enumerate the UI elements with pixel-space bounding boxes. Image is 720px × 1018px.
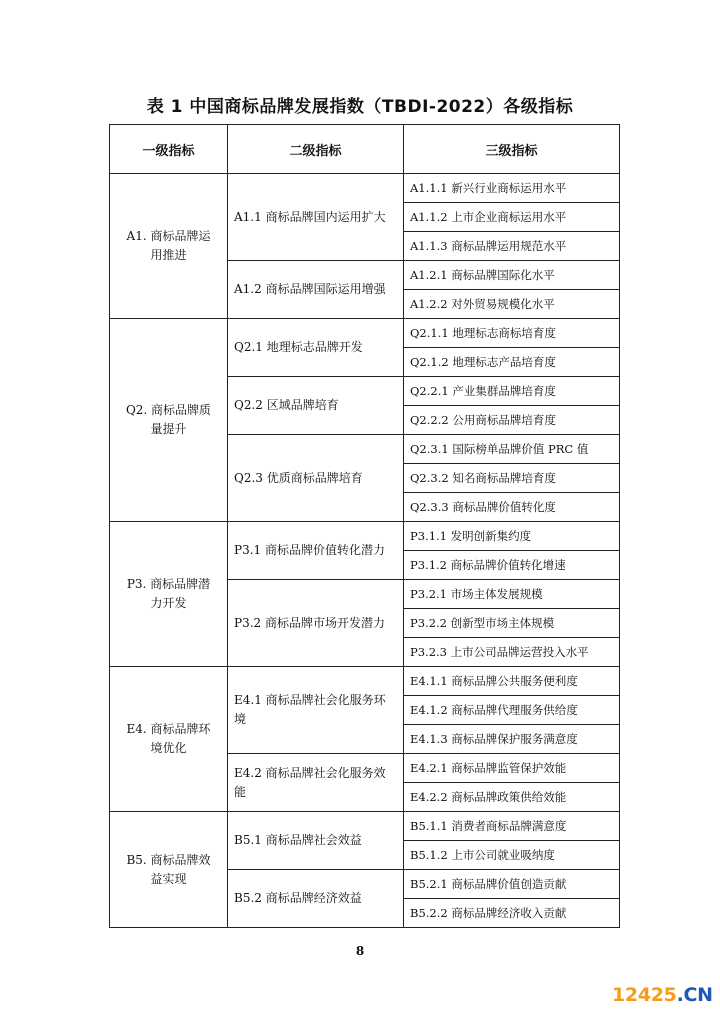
- level2-indicator: Q2.2 区域品牌培育: [228, 377, 404, 435]
- level3-indicator: E4.1.1 商标品牌公共服务便利度: [404, 667, 620, 696]
- level1-indicator: E4. 商标品牌环境优化: [110, 667, 228, 812]
- watermark-number: 12425: [612, 984, 677, 1006]
- level3-indicator: P3.2.3 上市公司品牌运营投入水平: [404, 638, 620, 667]
- table-row: [110, 522, 620, 551]
- site-watermark-logo: [612, 984, 713, 1006]
- level3-indicator: E4.2.1 商标品牌监管保护效能: [404, 754, 620, 783]
- level3-indicator: B5.1.1 消费者商标品牌满意度: [404, 812, 620, 841]
- table-row: [110, 174, 620, 203]
- table-row: [110, 667, 620, 696]
- level3-indicator: B5.2.1 商标品牌价值创造贡献: [404, 870, 620, 899]
- level3-indicator: A1.1.2 上市企业商标运用水平: [404, 203, 620, 232]
- level3-indicator: P3.2.2 创新型市场主体规模: [404, 609, 620, 638]
- level1-indicator: B5. 商标品牌效益实现: [110, 812, 228, 928]
- table-title: 表 1 中国商标品牌发展指数（TBDI-2022）各级指标: [146, 97, 574, 117]
- watermark-suffix: CN: [683, 984, 713, 1006]
- level3-indicator: P3.1.1 发明创新集约度: [404, 522, 620, 551]
- level1-indicator: Q2. 商标品牌质量提升: [110, 319, 228, 522]
- level2-indicator: Q2.3 优质商标品牌培育: [228, 435, 404, 522]
- level3-indicator: A1.1.3 商标品牌运用规范水平: [404, 232, 620, 261]
- level1-indicator: A1. 商标品牌运用推进: [110, 174, 228, 319]
- header-level-3: 三级指标: [404, 125, 620, 174]
- level2-indicator: B5.1 商标品牌社会效益: [228, 812, 404, 870]
- level3-indicator: P3.2.1 市场主体发展规模: [404, 580, 620, 609]
- level3-indicator: A1.1.1 新兴行业商标运用水平: [404, 174, 620, 203]
- level3-indicator: Q2.1.1 地理标志商标培育度: [404, 319, 620, 348]
- header-level-2: 二级指标: [228, 125, 404, 174]
- level3-indicator: Q2.1.2 地理标志产品培育度: [404, 348, 620, 377]
- level3-indicator: B5.2.2 商标品牌经济收入贡献: [404, 899, 620, 928]
- level2-indicator: E4.2 商标品牌社会化服务效能: [228, 754, 404, 812]
- level3-indicator: A1.2.1 商标品牌国际化水平: [404, 261, 620, 290]
- level3-indicator: E4.1.3 商标品牌保护服务满意度: [404, 725, 620, 754]
- table-body: [110, 174, 620, 928]
- table-row: [110, 812, 620, 841]
- level2-indicator: E4.1 商标品牌社会化服务环境: [228, 667, 404, 754]
- level3-indicator: A1.2.2 对外贸易规模化水平: [404, 290, 620, 319]
- level3-indicator: E4.2.2 商标品牌政策供给效能: [404, 783, 620, 812]
- level3-indicator: Q2.3.1 国际榜单品牌价值 PRC 值: [404, 435, 620, 464]
- level2-indicator: A1.2 商标品牌国际运用增强: [228, 261, 404, 319]
- level3-indicator: Q2.3.3 商标品牌价值转化度: [404, 493, 620, 522]
- level3-indicator: P3.1.2 商标品牌价值转化增速: [404, 551, 620, 580]
- index-table: [109, 124, 620, 928]
- level3-indicator: Q2.2.1 产业集群品牌培育度: [404, 377, 620, 406]
- level2-indicator: A1.1 商标品牌国内运用扩大: [228, 174, 404, 261]
- level1-indicator: P3. 商标品牌潜力开发: [110, 522, 228, 667]
- level2-indicator: P3.2 商标品牌市场开发潜力: [228, 580, 404, 667]
- level2-indicator: Q2.1 地理标志品牌开发: [228, 319, 404, 377]
- level3-indicator: B5.1.2 上市公司就业吸纳度: [404, 841, 620, 870]
- watermark-dot: .: [676, 984, 684, 1006]
- page-number: 8: [355, 944, 365, 958]
- level3-indicator: Q2.2.2 公用商标品牌培育度: [404, 406, 620, 435]
- level3-indicator: Q2.3.2 知名商标品牌培育度: [404, 464, 620, 493]
- header-level-1: 一级指标: [110, 125, 228, 174]
- table-row: [110, 319, 620, 348]
- level2-indicator: B5.2 商标品牌经济效益: [228, 870, 404, 928]
- table-header-row: [110, 125, 620, 174]
- level3-indicator: E4.1.2 商标品牌代理服务供给度: [404, 696, 620, 725]
- level2-indicator: P3.1 商标品牌价值转化潜力: [228, 522, 404, 580]
